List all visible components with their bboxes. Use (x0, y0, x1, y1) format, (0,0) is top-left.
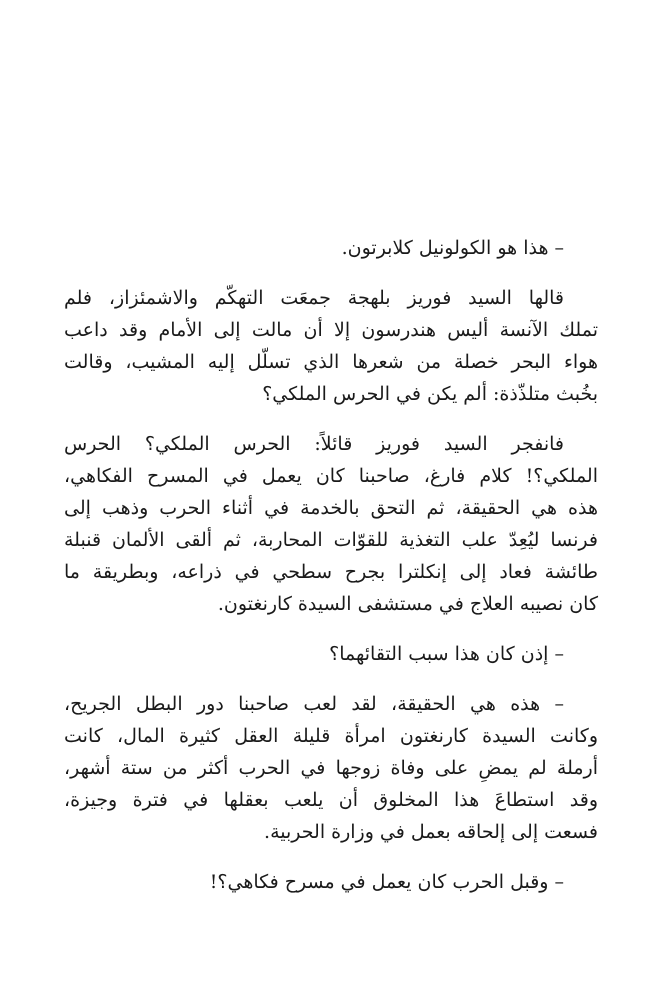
text-line: طائشة فعاد إلى إنكلترا بجرح سطحي في ذراعه، وبطريقة ما (64, 561, 598, 583)
text-line: فرنسا ليُعِدّ علب التغذية للقوّات المحاربة، ثم ألقى الألمان قنبلة (64, 529, 598, 551)
text-line: تملك الآنسة أليس هندرسون إلا أن مالت إلى الأمام وقد داعب (64, 319, 598, 341)
dialogue-paragraph (64, 866, 598, 898)
narrative-paragraph (64, 428, 598, 620)
text-line: – هذا هو الكولونيل كلابرتون. (341, 237, 564, 259)
text-line: وقد استطاعَ هذا المخلوق أن يلعب بعقلها في فترة وجيزة، (64, 789, 598, 811)
dialogue-paragraph (64, 688, 598, 848)
dialogue-paragraph (64, 232, 598, 264)
text-line: – وقبل الحرب كان يعمل في مسرح فكاهي؟! (209, 871, 564, 893)
book-page (64, 232, 598, 916)
text-line: بخُبث متلذّذة: ألم يكن في الحرس الملكي؟ (262, 383, 598, 405)
text-line: فسعت إلى إلحاقه بعمل في وزارة الحربية. (264, 821, 598, 843)
text-line: هواء البحر خصلة من شعرها الذي تسلّل إليه المشيب، وقالت (64, 351, 598, 373)
text-line: وكانت السيدة كارنغتون امرأة قليلة العقل كثيرة المال، كانت (64, 725, 598, 747)
narrative-paragraph (64, 282, 598, 410)
text-line: قالها السيد فوريز بلهجة جمعَت التهكّم والاشمئزاز، فلم (64, 287, 564, 309)
text-line: – إذن كان هذا سبب التقائهما؟ (329, 643, 564, 665)
text-line: فانفجر السيد فوريز قائلاً: الحرس الملكي؟ الحرس (64, 433, 564, 455)
dialogue-paragraph (64, 638, 598, 670)
text-line: أرملة لم يمضِ على وفاة زوجها في الحرب أكثر من ستة أشهر، (64, 757, 598, 779)
text-line: هذه هي الحقيقة، ثم التحق بالخدمة في أثناء الحرب وذهب إلى (64, 497, 598, 519)
text-line: – هذه هي الحقيقة، لقد لعب صاحبنا دور البطل الجريح، (64, 693, 564, 715)
text-line: كان نصيبه العلاج في مستشفى السيدة كارنغتون. (217, 593, 598, 615)
text-line: الملكي؟! كلام فارغ، صاحبنا كان يعمل في المسرح الفكاهي، (64, 465, 598, 487)
